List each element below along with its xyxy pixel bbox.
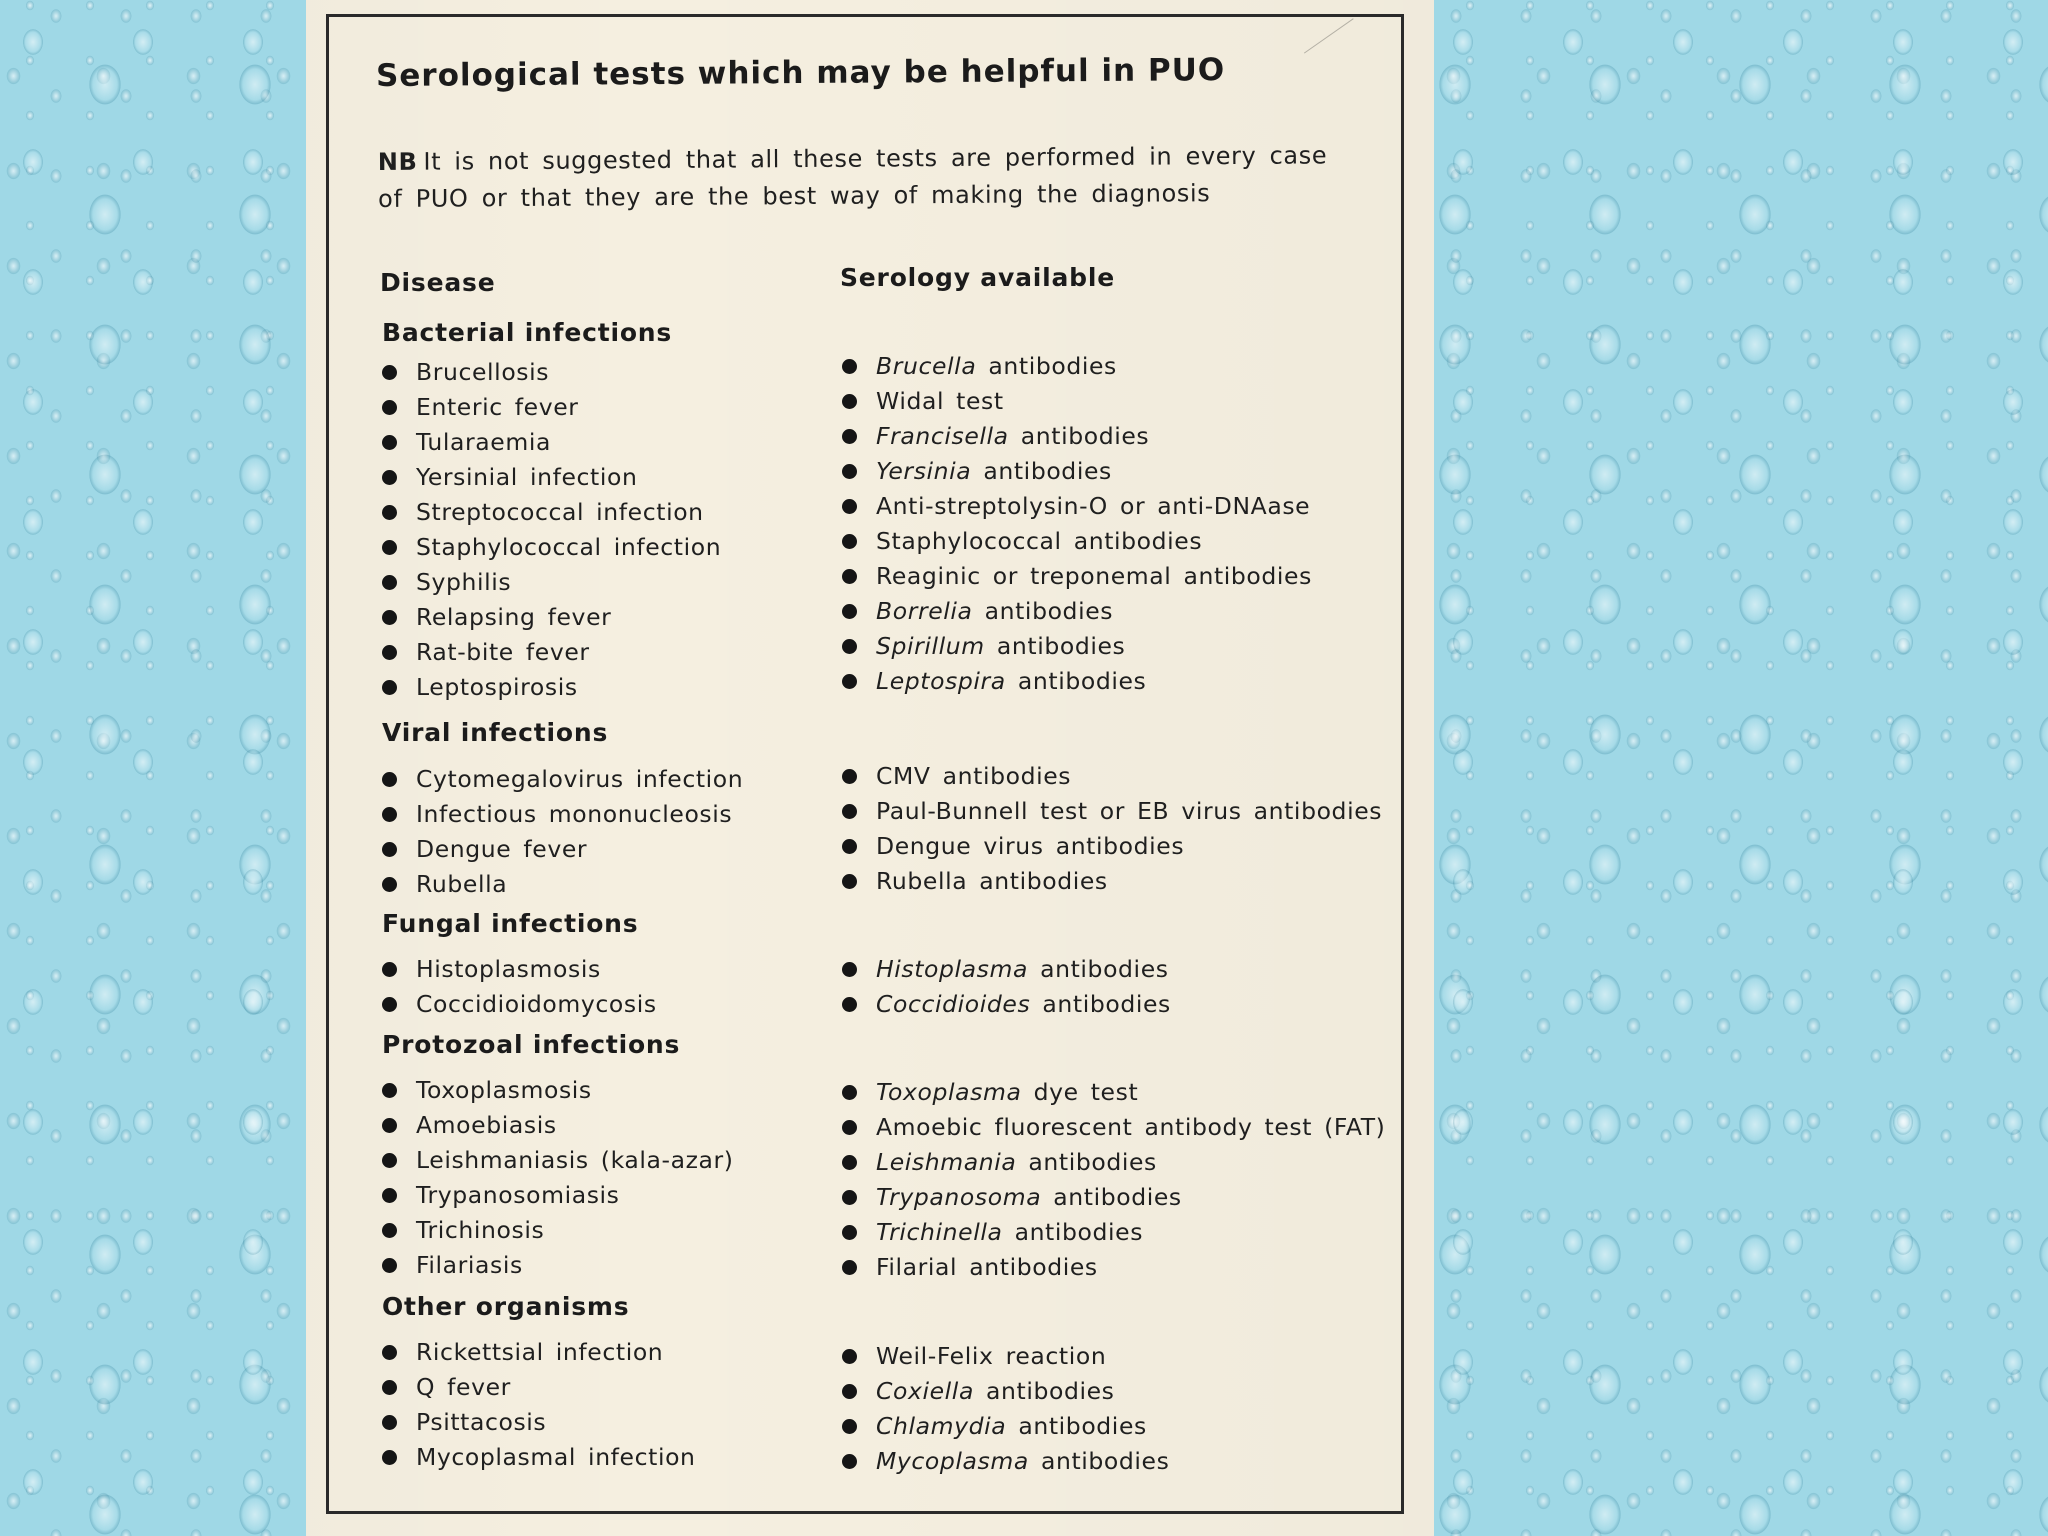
disease-name: Rubella <box>416 870 508 898</box>
disease-item <box>382 498 704 526</box>
serology-test: Filarial antibodies <box>876 1253 1098 1281</box>
bullet-icon <box>382 1415 397 1430</box>
bullet-icon <box>842 874 857 889</box>
bullet-icon <box>382 575 397 590</box>
bullet-icon <box>842 1085 857 1100</box>
disease-item <box>382 835 587 863</box>
serology-test: antibodies <box>988 352 1117 380</box>
bullet-icon <box>842 429 857 444</box>
bullet-icon <box>382 842 397 857</box>
serology-test: Paul-Bunnell test or EB virus antibodies <box>876 797 1383 825</box>
section-title: Bacterial infections <box>382 318 673 347</box>
serology-test: antibodies <box>1020 422 1150 450</box>
serology-item <box>842 1342 1106 1370</box>
disease-item <box>382 870 507 898</box>
organism-name: Toxoplasma <box>876 1078 1022 1106</box>
disease-name: Trichinosis <box>416 1216 545 1244</box>
serology-test: Rubella antibodies <box>876 867 1108 895</box>
disease-item <box>382 673 578 701</box>
serology-test: Amoebic fluorescent antibody test (FAT) <box>876 1113 1386 1141</box>
serology-item <box>842 1183 1182 1211</box>
disease-item <box>382 1338 663 1366</box>
serology-test: antibodies <box>986 1377 1115 1405</box>
organism-name: Yersinia <box>876 457 972 485</box>
serology-item <box>842 632 1125 660</box>
bullet-icon <box>842 1225 857 1240</box>
serology-text <box>876 597 1113 625</box>
disease-name: Rat-bite fever <box>416 638 590 666</box>
serology-test: antibodies <box>1053 1183 1182 1211</box>
serology-test: Dengue virus antibodies <box>876 832 1185 860</box>
bullet-icon <box>842 839 857 854</box>
serology-text <box>876 352 1117 380</box>
disease-item <box>382 533 721 561</box>
serology-text <box>876 1377 1115 1405</box>
organism-name: Francisella <box>876 422 1009 450</box>
organism-name: Brucella <box>876 352 977 380</box>
serology-text <box>876 867 1108 895</box>
serology-item <box>842 867 1108 895</box>
disease-name: Yersinial infection <box>416 463 638 491</box>
disease-name: Cytomegalovirus infection <box>416 765 744 793</box>
disease-name: Filariasis <box>416 1251 523 1279</box>
disease-item <box>382 1408 546 1436</box>
serology-text <box>876 1148 1157 1176</box>
disease-name: Psittacosis <box>416 1408 547 1436</box>
serology-item <box>842 667 1146 695</box>
bullet-icon <box>382 540 397 555</box>
disease-item <box>382 800 732 828</box>
bullet-icon <box>842 962 857 977</box>
serology-test: antibodies <box>984 597 1114 625</box>
disease-item <box>382 358 549 386</box>
bullet-icon <box>382 1118 397 1133</box>
serology-text <box>876 387 1004 415</box>
disease-name: Enteric fever <box>416 393 579 421</box>
organism-name: Leishmania <box>876 1148 1017 1176</box>
serology-text <box>876 955 1169 983</box>
disease-item <box>382 1251 523 1279</box>
bullet-icon <box>382 1258 397 1273</box>
bullet-icon <box>382 1083 397 1098</box>
bullet-icon <box>842 769 857 784</box>
bullet-icon <box>382 435 397 450</box>
serology-item <box>842 527 1202 555</box>
serology-test: CMV antibodies <box>876 762 1072 790</box>
bullet-icon <box>382 680 397 695</box>
disease-item <box>382 1443 696 1471</box>
disease-name: Toxoplasmosis <box>416 1076 592 1104</box>
serology-text <box>876 667 1146 695</box>
disease-name: Relapsing fever <box>416 603 612 631</box>
bullet-icon <box>382 645 397 660</box>
bullet-icon <box>382 365 397 380</box>
bullet-icon <box>842 639 857 654</box>
disease-item <box>382 1076 592 1104</box>
bullet-icon <box>842 499 857 514</box>
serology-text <box>876 1113 1385 1141</box>
disease-name: Streptococcal infection <box>416 498 704 526</box>
section-title: Protozoal infections <box>382 1030 681 1059</box>
disease-name: Tularaemia <box>416 428 551 456</box>
serology-test: antibodies <box>1040 955 1169 983</box>
disease-column-header: Disease <box>380 268 496 297</box>
bullet-icon <box>842 569 857 584</box>
disease-name: Syphilis <box>416 568 512 596</box>
disease-item <box>382 1111 557 1139</box>
bullet-icon <box>842 674 857 689</box>
organism-name: Coxiella <box>876 1377 974 1405</box>
bullet-icon <box>842 604 857 619</box>
bullet-icon <box>842 1419 857 1434</box>
disease-item <box>382 1216 544 1244</box>
serology-item <box>842 597 1113 625</box>
disease-item <box>382 638 590 666</box>
serology-text <box>876 762 1071 790</box>
serology-test: antibodies <box>996 632 1126 660</box>
organism-name: Trichinella <box>876 1218 1003 1246</box>
serology-item <box>842 492 1310 520</box>
serology-test: antibodies <box>1042 990 1171 1018</box>
bullet-icon <box>382 962 397 977</box>
disease-name: Rickettsial infection <box>416 1338 664 1366</box>
bullet-icon <box>842 1120 857 1135</box>
serology-test: Weil-Felix reaction <box>876 1342 1107 1370</box>
bullet-icon <box>382 1450 397 1465</box>
document-page <box>306 0 1434 1536</box>
serology-text <box>876 1447 1169 1475</box>
disease-item <box>382 463 637 491</box>
serology-item <box>842 990 1171 1018</box>
serology-text <box>876 422 1149 450</box>
organism-name: Coccidioides <box>876 990 1031 1018</box>
serology-item <box>842 352 1117 380</box>
disease-item <box>382 955 601 983</box>
nb-text: It is not suggested that all these tests are performed in every case of PUO or that they are the best way of making the diagnosis <box>378 141 1328 213</box>
organism-name: Borrelia <box>876 597 973 625</box>
disease-name: Coccidioidomycosis <box>416 990 657 1018</box>
organism-name: Mycoplasma <box>876 1447 1029 1475</box>
serology-test: antibodies <box>1028 1148 1157 1176</box>
serology-test: Widal test <box>876 387 1004 415</box>
serology-item <box>842 387 1004 415</box>
bullet-icon <box>842 1190 857 1205</box>
serology-test: Reaginic or treponemal antibodies <box>876 562 1312 590</box>
bullet-icon <box>382 470 397 485</box>
disease-name: Mycoplasmal infection <box>416 1443 696 1471</box>
bullet-icon <box>382 877 397 892</box>
bullet-icon <box>842 1454 857 1469</box>
serology-text <box>876 457 1112 485</box>
bullet-icon <box>842 1260 857 1275</box>
disease-name: Dengue fever <box>416 835 588 863</box>
bullet-icon <box>842 359 857 374</box>
bullet-icon <box>842 1349 857 1364</box>
serology-text <box>876 1342 1106 1370</box>
serology-text <box>876 527 1202 555</box>
serology-item <box>842 457 1112 485</box>
nb-note <box>378 137 1338 218</box>
organism-name: Histoplasma <box>876 955 1029 983</box>
bullet-icon <box>842 1384 857 1399</box>
disease-name: Amoebiasis <box>416 1111 557 1139</box>
bullet-icon <box>842 534 857 549</box>
serology-test: Anti-streptolysin-O or anti-DNAase <box>876 492 1311 520</box>
serology-test: antibodies <box>1014 1218 1144 1246</box>
serology-test: dye test <box>1033 1078 1139 1106</box>
serology-text <box>876 832 1184 860</box>
serology-item <box>842 1078 1138 1106</box>
serology-item <box>842 422 1149 450</box>
bullet-icon <box>842 1155 857 1170</box>
serology-text <box>876 492 1310 520</box>
bullet-icon <box>382 772 397 787</box>
disease-item <box>382 428 551 456</box>
disease-name: Infectious mononucleosis <box>416 800 733 828</box>
bullet-icon <box>382 1153 397 1168</box>
disease-item <box>382 603 611 631</box>
serology-text <box>876 1253 1098 1281</box>
bullet-icon <box>842 997 857 1012</box>
bullet-icon <box>382 1223 397 1238</box>
disease-name: Leptospirosis <box>416 673 578 701</box>
disease-item <box>382 990 657 1018</box>
serology-text <box>876 1183 1182 1211</box>
serology-text <box>876 632 1125 660</box>
serology-text <box>876 562 1312 590</box>
serology-item <box>842 1377 1115 1405</box>
disease-item <box>382 1146 734 1174</box>
bullet-icon <box>842 804 857 819</box>
bullet-icon <box>382 1188 397 1203</box>
disease-name: Trypanosomiasis <box>416 1181 620 1209</box>
disease-name: Brucellosis <box>416 358 550 386</box>
disease-name: Staphylococcal infection <box>416 533 722 561</box>
serology-test: Staphylococcal antibodies <box>876 527 1203 555</box>
serology-text <box>876 797 1382 825</box>
serology-item <box>842 797 1382 825</box>
bullet-icon <box>382 505 397 520</box>
serology-item <box>842 1253 1098 1281</box>
serology-text <box>876 1218 1143 1246</box>
document-title: Serological tests which may be helpful in PUO <box>375 52 1226 94</box>
serology-item <box>842 1148 1157 1176</box>
serology-item <box>842 562 1312 590</box>
bullet-icon <box>382 1380 397 1395</box>
nb-label: NB <box>377 147 418 177</box>
organism-name: Spirillum <box>876 632 985 660</box>
bullet-icon <box>382 610 397 625</box>
disease-item <box>382 393 579 421</box>
organism-name: Leptospira <box>876 667 1006 695</box>
organism-name: Chlamydia <box>876 1412 1007 1440</box>
bullet-icon <box>842 394 857 409</box>
disease-name: Histoplasmosis <box>416 955 601 983</box>
serology-item <box>842 955 1169 983</box>
serology-test: antibodies <box>983 457 1112 485</box>
serology-text <box>876 1078 1138 1106</box>
bullet-icon <box>842 464 857 479</box>
bullet-icon <box>382 997 397 1012</box>
serology-text <box>876 1412 1147 1440</box>
serology-item <box>842 1447 1169 1475</box>
disease-item <box>382 765 743 793</box>
section-title: Viral infections <box>382 718 609 747</box>
serology-item <box>842 1218 1143 1246</box>
bullet-icon <box>382 400 397 415</box>
serology-test: antibodies <box>1018 1412 1147 1440</box>
disease-item <box>382 1373 511 1401</box>
serology-column-header: Serology available <box>840 263 1115 292</box>
serology-item <box>842 762 1071 790</box>
disease-item <box>382 568 511 596</box>
serology-test: antibodies <box>1017 667 1147 695</box>
section-title: Other organisms <box>382 1292 630 1321</box>
serology-test: antibodies <box>1040 1447 1170 1475</box>
serology-item <box>842 1113 1385 1141</box>
disease-item <box>382 1181 620 1209</box>
disease-name: Q fever <box>416 1373 511 1401</box>
disease-name: Leishmaniasis (kala-azar) <box>416 1146 734 1174</box>
organism-name: Trypanosoma <box>876 1183 1042 1211</box>
serology-text <box>876 990 1171 1018</box>
serology-item <box>842 832 1184 860</box>
serology-item <box>842 1412 1147 1440</box>
section-title: Fungal infections <box>382 909 639 938</box>
bullet-icon <box>382 1345 397 1360</box>
bullet-icon <box>382 807 397 822</box>
